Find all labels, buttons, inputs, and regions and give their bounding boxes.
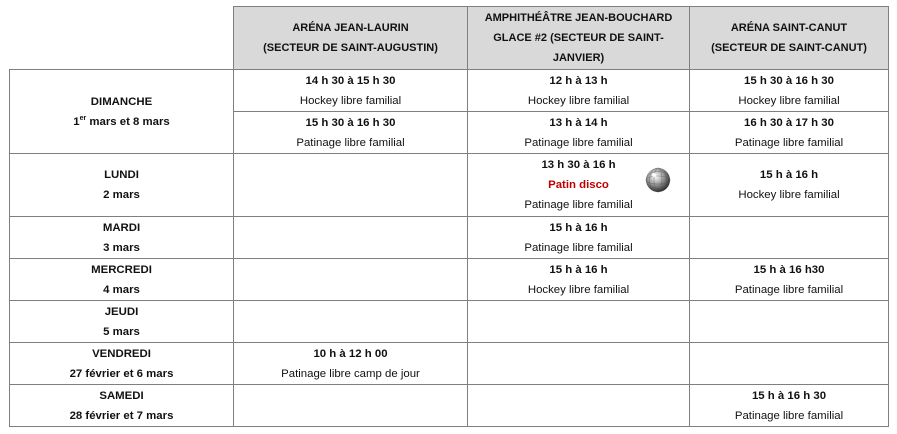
day-cell-lundi bbox=[10, 154, 234, 217]
slot-time: 16 h 30 à 17 h 30 bbox=[744, 116, 834, 129]
slot-activity: Patinage libre familial bbox=[734, 136, 844, 149]
day-date: 4 mars bbox=[103, 283, 140, 296]
slot-cell bbox=[234, 70, 468, 112]
header-title: ARÉNA JEAN-LAURIN bbox=[292, 22, 409, 34]
day-name: MARDI bbox=[102, 221, 141, 234]
day-cell-mercredi bbox=[10, 259, 234, 301]
slot-cell bbox=[468, 70, 690, 112]
header-subtitle-cont: JANVIER) bbox=[552, 52, 605, 64]
slot-activity: Patinage libre familial bbox=[524, 199, 633, 211]
slot-special-event: Patin disco bbox=[548, 179, 609, 191]
slot-activity: Hockey libre familial bbox=[738, 94, 840, 107]
day-cell-jeudi bbox=[10, 301, 234, 343]
slot-cell bbox=[690, 154, 889, 217]
slot-time: 15 h à 16 h bbox=[759, 169, 819, 181]
day-cell-dimanche bbox=[10, 70, 234, 154]
slot-activity: Patinage libre familial bbox=[734, 283, 844, 296]
header-title: ARÉNA SAINT-CANUT bbox=[730, 22, 848, 34]
slot-activity: Patinage libre familial bbox=[296, 136, 405, 149]
slot-time: 15 h à 16 h30 bbox=[753, 263, 825, 276]
slot-cell bbox=[234, 112, 468, 154]
day-name: MERCREDI bbox=[91, 263, 152, 276]
header-subtitle: (SECTEUR DE SAINT-AUGUSTIN) bbox=[263, 42, 438, 54]
slot-time: 13 h 30 à 16 h bbox=[541, 159, 616, 171]
header-subtitle: GLACE #2 (SECTEUR DE SAINT- bbox=[493, 32, 664, 44]
header-row bbox=[10, 7, 889, 70]
table-row-dimanche-1 bbox=[10, 70, 889, 112]
slot-cell bbox=[690, 70, 889, 112]
day-date: 5 mars bbox=[103, 325, 140, 338]
slot-cell-empty bbox=[234, 259, 468, 301]
day-name: LUNDI bbox=[104, 169, 139, 181]
slot-time: 15 h 30 à 16 h 30 bbox=[305, 116, 396, 129]
day-cell-mardi bbox=[10, 217, 234, 259]
slot-activity: Patinage libre familial bbox=[524, 136, 633, 149]
slot-cell-empty bbox=[468, 385, 690, 427]
slot-cell bbox=[690, 385, 889, 427]
day-date: 1er mars et 8 mars bbox=[73, 114, 170, 128]
slot-cell-empty bbox=[468, 301, 690, 343]
slot-activity: Hockey libre familial bbox=[738, 189, 840, 201]
day-name: VENDREDI bbox=[92, 347, 151, 360]
day-name: JEUDI bbox=[104, 305, 139, 318]
slot-cell bbox=[468, 217, 690, 259]
table-row-jeudi bbox=[10, 301, 889, 343]
day-name: DIMANCHE bbox=[90, 95, 153, 108]
slot-cell-empty bbox=[234, 385, 468, 427]
slot-cell-empty bbox=[690, 217, 889, 259]
slot-cell bbox=[690, 112, 889, 154]
header-subtitle: (SECTEUR DE SAINT-CANUT) bbox=[711, 42, 867, 54]
slot-time: 15 h 30 à 16 h 30 bbox=[744, 74, 834, 87]
slot-time: 15 h à 16 h bbox=[549, 263, 608, 276]
slot-cell-empty bbox=[468, 343, 690, 385]
day-cell-vendredi bbox=[10, 343, 234, 385]
table-row-samedi bbox=[10, 385, 889, 427]
table-row-lundi bbox=[10, 154, 889, 217]
slot-cell-empty bbox=[234, 301, 468, 343]
slot-activity: Patinage libre familial bbox=[524, 241, 633, 254]
day-name: SAMEDI bbox=[99, 389, 144, 402]
table-row-mercredi bbox=[10, 259, 889, 301]
day-cell-samedi bbox=[10, 385, 234, 427]
slot-cell bbox=[468, 259, 690, 301]
slot-cell bbox=[234, 343, 468, 385]
slot-cell-empty bbox=[234, 154, 468, 217]
table-row-mardi bbox=[10, 217, 889, 259]
day-date: 2 mars bbox=[103, 189, 140, 201]
day-date: 27 février et 6 mars bbox=[69, 367, 174, 380]
slot-activity: Patinage libre familial bbox=[734, 409, 844, 422]
schedule-table bbox=[9, 6, 889, 427]
slot-activity: Patinage libre camp de jour bbox=[281, 367, 420, 380]
slot-activity: Hockey libre familial bbox=[527, 94, 630, 107]
corner-cell bbox=[10, 7, 234, 70]
slot-cell-disco bbox=[468, 154, 690, 217]
slot-time: 14 h 30 à 15 h 30 bbox=[305, 74, 396, 87]
slot-activity: Hockey libre familial bbox=[299, 94, 402, 107]
slot-cell-empty bbox=[690, 301, 889, 343]
day-date: 28 février et 7 mars bbox=[69, 409, 174, 422]
slot-cell-empty bbox=[234, 217, 468, 259]
slot-cell-empty bbox=[690, 343, 889, 385]
slot-time: 15 h à 16 h 30 bbox=[751, 389, 827, 402]
day-date: 3 mars bbox=[103, 241, 140, 254]
header-arena-saint-canut bbox=[690, 7, 889, 70]
slot-time: 10 h à 12 h 00 bbox=[313, 347, 388, 360]
slot-time: 13 h à 14 h bbox=[549, 116, 608, 129]
header-arena-jean-laurin bbox=[234, 7, 468, 70]
slot-cell bbox=[468, 112, 690, 154]
slot-time: 12 h à 13 h bbox=[549, 74, 608, 87]
header-title: AMPHITHÉÂTRE JEAN-BOUCHARD bbox=[484, 12, 673, 24]
header-amphitheatre-jean-bouchard bbox=[468, 7, 690, 70]
slot-cell bbox=[690, 259, 889, 301]
disco-ball-icon bbox=[645, 167, 671, 193]
slot-activity: Hockey libre familial bbox=[527, 283, 630, 296]
slot-time: 15 h à 16 h bbox=[549, 221, 608, 234]
table-row-vendredi bbox=[10, 343, 889, 385]
